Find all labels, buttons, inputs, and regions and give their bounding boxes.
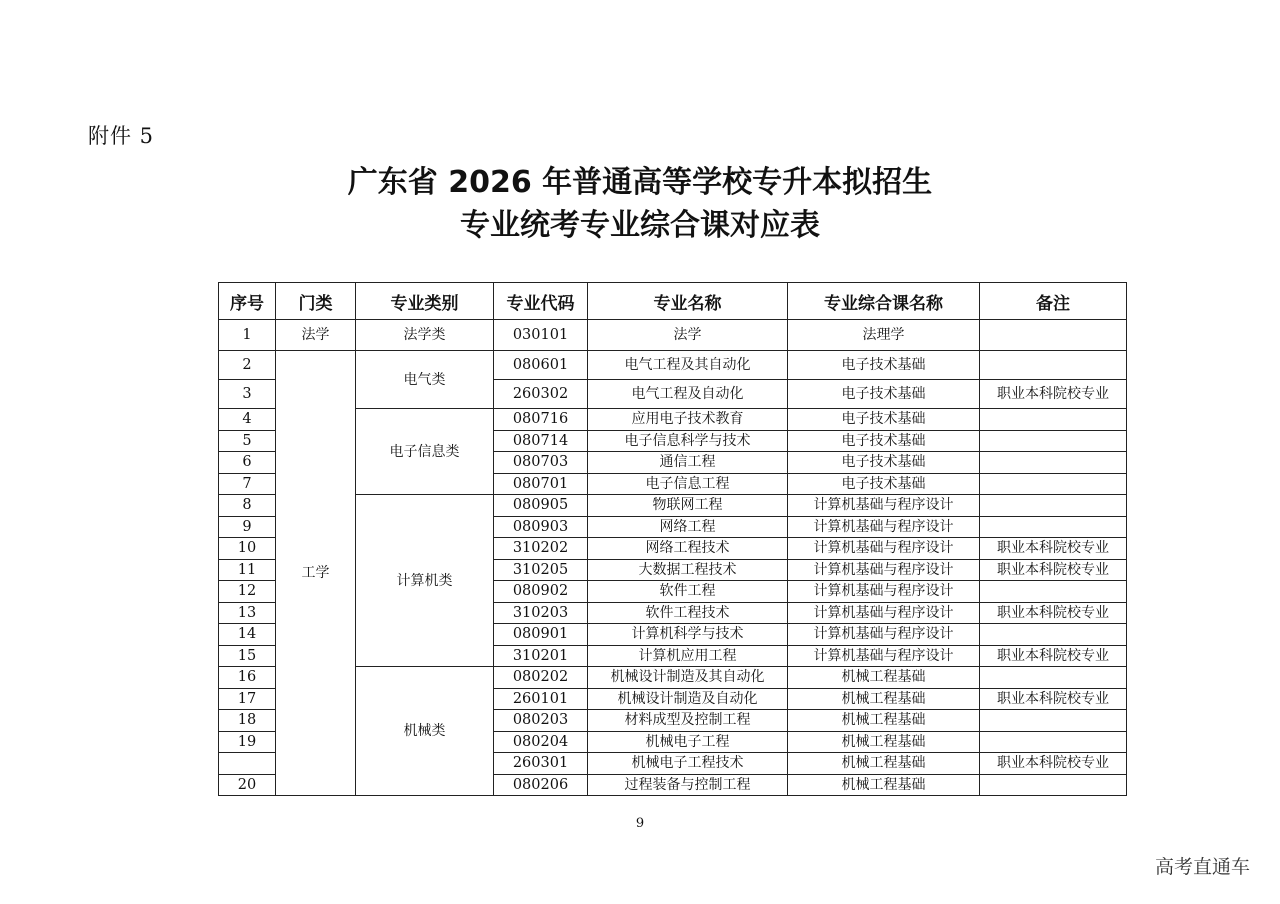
row-code: 260101: [494, 688, 588, 710]
row-major-name: 法学: [588, 320, 788, 351]
header-major-category: 专业类别: [356, 283, 494, 320]
row-course: 电子技术基础: [788, 430, 980, 452]
row-code: 080903: [494, 516, 588, 538]
row-major-name: 软件工程技术: [588, 602, 788, 624]
row-major-name: 电子信息工程: [588, 473, 788, 495]
row-serial: 13: [219, 602, 276, 624]
header-major-code: 专业代码: [494, 283, 588, 320]
row-major-name: 物联网工程: [588, 495, 788, 517]
page-number: 9: [635, 816, 645, 831]
row-course: 机械工程基础: [788, 753, 980, 775]
category-cell: 法学类: [356, 320, 494, 351]
row-major-name: 网络工程: [588, 516, 788, 538]
row-major-name: 电子信息科学与技术: [588, 430, 788, 452]
row-code: 080905: [494, 495, 588, 517]
category-cell: 电子信息类: [356, 409, 494, 495]
row-note: [980, 516, 1127, 538]
row-code: 310203: [494, 602, 588, 624]
row-code: 080206: [494, 774, 588, 796]
row-major-name: 计算机科学与技术: [588, 624, 788, 646]
row-note: 职业本科院校专业: [980, 602, 1127, 624]
table-header-row: [219, 283, 1127, 320]
row-major-name: 机械电子工程: [588, 731, 788, 753]
row-note: [980, 409, 1127, 431]
row-note: 职业本科院校专业: [980, 753, 1127, 775]
row-serial: 3: [219, 380, 276, 409]
row-major-name: 电气工程及自动化: [588, 380, 788, 409]
row-code: 080703: [494, 452, 588, 474]
table-row: [219, 320, 1127, 351]
row-note: 职业本科院校专业: [980, 380, 1127, 409]
row-major-name: 软件工程: [588, 581, 788, 603]
row-major-name: 计算机应用工程: [588, 645, 788, 667]
header-remarks: 备注: [980, 283, 1127, 320]
row-course: 机械工程基础: [788, 688, 980, 710]
row-course: 计算机基础与程序设计: [788, 602, 980, 624]
header-discipline: 门类: [276, 283, 356, 320]
category-cell: 电气类: [356, 351, 494, 409]
row-note: [980, 774, 1127, 796]
header-serial: 序号: [219, 283, 276, 320]
row-code: 080716: [494, 409, 588, 431]
row-major-name: 大数据工程技术: [588, 559, 788, 581]
row-note: 职业本科院校专业: [980, 559, 1127, 581]
row-serial: 18: [219, 710, 276, 732]
row-serial: 8: [219, 495, 276, 517]
row-note: 职业本科院校专业: [980, 538, 1127, 560]
row-course: 机械工程基础: [788, 774, 980, 796]
document-title-line-2: 专业统考专业综合课对应表: [460, 208, 820, 243]
row-serial: 16: [219, 667, 276, 689]
row-major-name: 机械设计制造及其自动化: [588, 667, 788, 689]
row-serial: 6: [219, 452, 276, 474]
row-note: [980, 452, 1127, 474]
row-note: [980, 430, 1127, 452]
row-code: 080601: [494, 351, 588, 380]
row-serial: 7: [219, 473, 276, 495]
row-serial: 2: [219, 351, 276, 380]
row-note: 职业本科院校专业: [980, 645, 1127, 667]
attachment-label: 附件 5: [88, 124, 155, 148]
row-serial: 17: [219, 688, 276, 710]
row-course: 计算机基础与程序设计: [788, 538, 980, 560]
course-mapping-table: [218, 282, 1127, 796]
row-code: 030101: [494, 320, 588, 351]
row-major-name: 过程装备与控制工程: [588, 774, 788, 796]
row-note: [980, 667, 1127, 689]
row-serial: 12: [219, 581, 276, 603]
row-course: 计算机基础与程序设计: [788, 581, 980, 603]
row-course: 计算机基础与程序设计: [788, 559, 980, 581]
row-note: [980, 351, 1127, 380]
row-major-name: 电气工程及其自动化: [588, 351, 788, 380]
row-code: 310205: [494, 559, 588, 581]
header-course-name: 专业综合课名称: [788, 283, 980, 320]
row-major-name: 机械设计制造及自动化: [588, 688, 788, 710]
category-cell: 机械类: [356, 667, 494, 796]
row-serial: 19: [219, 731, 276, 753]
row-serial: 15: [219, 645, 276, 667]
header-major-name: 专业名称: [588, 283, 788, 320]
row-course: 机械工程基础: [788, 710, 980, 732]
row-course: 法理学: [788, 320, 980, 351]
table-row: [219, 351, 1127, 380]
row-course: 计算机基础与程序设计: [788, 516, 980, 538]
row-course: 电子技术基础: [788, 351, 980, 380]
row-code: 080701: [494, 473, 588, 495]
row-code: 310201: [494, 645, 588, 667]
row-note: [980, 624, 1127, 646]
row-code: 080901: [494, 624, 588, 646]
row-note: [980, 495, 1127, 517]
row-note: [980, 320, 1127, 351]
row-serial: 11: [219, 559, 276, 581]
table-row: [219, 495, 1127, 517]
row-course: 电子技术基础: [788, 380, 980, 409]
row-course: 电子技术基础: [788, 452, 980, 474]
row-major-name: 机械电子工程技术: [588, 753, 788, 775]
row-note: [980, 710, 1127, 732]
row-serial: [219, 753, 276, 775]
row-course: 机械工程基础: [788, 731, 980, 753]
table-row: [219, 667, 1127, 689]
row-course: 计算机基础与程序设计: [788, 495, 980, 517]
row-serial: 4: [219, 409, 276, 431]
row-major-name: 材料成型及控制工程: [588, 710, 788, 732]
discipline-cell: 工学: [276, 351, 356, 796]
row-code: 080902: [494, 581, 588, 603]
row-course: 电子技术基础: [788, 473, 980, 495]
row-note: [980, 581, 1127, 603]
row-note: [980, 731, 1127, 753]
row-major-name: 通信工程: [588, 452, 788, 474]
row-major-name: 网络工程技术: [588, 538, 788, 560]
watermark: 高考直通车: [1154, 856, 1250, 878]
row-code: 310202: [494, 538, 588, 560]
row-serial: 20: [219, 774, 276, 796]
row-serial: 9: [219, 516, 276, 538]
table-row: [219, 409, 1127, 431]
discipline-cell: 法学: [276, 320, 356, 351]
row-major-name: 应用电子技术教育: [588, 409, 788, 431]
row-code: 080203: [494, 710, 588, 732]
row-code: 080204: [494, 731, 588, 753]
category-cell: 计算机类: [356, 495, 494, 667]
row-serial: 5: [219, 430, 276, 452]
row-code: 260301: [494, 753, 588, 775]
row-course: 机械工程基础: [788, 667, 980, 689]
row-code: 080714: [494, 430, 588, 452]
row-course: 电子技术基础: [788, 409, 980, 431]
row-serial: 1: [219, 320, 276, 351]
row-note: 职业本科院校专业: [980, 688, 1127, 710]
row-course: 计算机基础与程序设计: [788, 645, 980, 667]
row-serial: 10: [219, 538, 276, 560]
row-course: 计算机基础与程序设计: [788, 624, 980, 646]
row-serial: 14: [219, 624, 276, 646]
document-title-line-1: 广东省 2026 年普通高等学校专升本拟招生: [347, 165, 933, 200]
row-code: 260302: [494, 380, 588, 409]
row-note: [980, 473, 1127, 495]
row-code: 080202: [494, 667, 588, 689]
